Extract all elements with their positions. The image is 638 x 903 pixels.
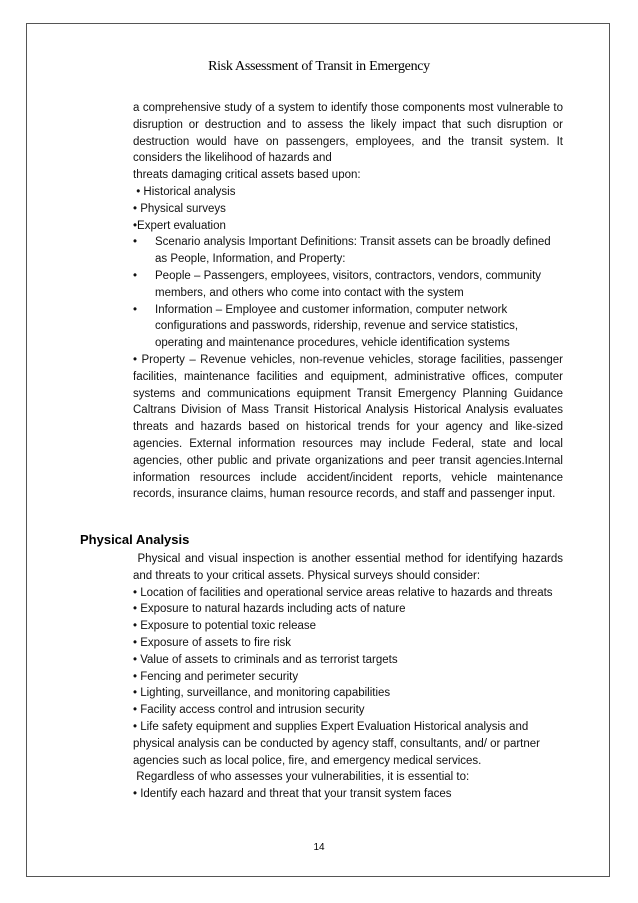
list-item: • Exposure to potential toxic release [133, 620, 317, 633]
list-item: • Facility access control and intrusion security [133, 704, 365, 717]
list-item: • Exposure to natural hazards including acts of nature [133, 603, 406, 616]
section-2-body [133, 551, 567, 803]
intro-paragraph: a comprehensive study of a system to identify those components most vulnerable to disruption or destruction and to assess the likely impact that such disruption or destruction would have on passengers, employees, and the transit system. It considers the likelihood of hazards and [133, 102, 563, 165]
definition-item [133, 302, 563, 352]
definition-text: Scenario analysis Important Definitions: Transit assets can be broadly defined as People, Information, and Property: [155, 236, 551, 266]
definition-text: Information – Employee and customer information, computer network configurations and passwords, ridership, revenue and service statistics, operating and maintenance procedures, vehicle identification systems [155, 303, 519, 350]
bullet-icon: • [133, 269, 138, 282]
list-item: • Fencing and perimeter security [133, 670, 299, 683]
list-item: • Lighting, surveillance, and monitoring capabilities [133, 687, 391, 700]
list-item: • Identify each hazard and threat that your transit system faces [133, 788, 452, 801]
list-item: • Historical analysis [133, 185, 236, 198]
physical-intro: Physical and visual inspection is another essential method for identifying hazards and threats to your critical assets. Physical surveys should consider: [133, 553, 567, 582]
bullet-icon: • [133, 236, 138, 249]
list-item: • Location of facilities and operational service areas relative to hazards and threats [133, 586, 553, 599]
definition-item [133, 268, 563, 302]
section-heading: Physical Analysis [80, 532, 190, 547]
list-item: •Expert evaluation [133, 219, 226, 232]
list-item: • Life safety equipment and supplies Expert Evaluation Historical analysis and physical analysis can be conducted by agency staff, consultants, and/ or partner agencies such as local police, fire, and emergency medical services. [133, 720, 541, 767]
definition-text: People – Passengers, employees, visitors, contractors, vendors, community members, and others who come into contact with the system [155, 269, 542, 299]
intro-paragraph-2: threats damaging critical assets based upon: [133, 169, 361, 182]
property-paragraph: • Property – Revenue vehicles, non-revenue vehicles, storage facilities, passenger facilities, maintenance facilities and equipment, administrative offices, computer systems and communications equipment Transit Emergency Planning Guidance Caltrans Division of Mass Transit Historical Analysis Historical Analysis evaluates threats and hazards based on historical trends for your agency and like-sized agencies. External information resources may include Federal, state and local agencies, other public and private organizations and peer transit agencies.Internal information resources include accident/incident reports, vehicle maintenance records, insurance claims, human resource records, and staff and passenger input. [133, 353, 563, 501]
bullet-icon: • [133, 303, 138, 316]
list-item: • Value of assets to criminals and as terrorist targets [133, 653, 398, 666]
page-number: 14 [313, 842, 325, 853]
list-item: • Exposure of assets to fire risk [133, 636, 292, 649]
definition-item [133, 234, 563, 268]
list-item: • Physical surveys [133, 202, 226, 215]
closing-line: Regardless of who assesses your vulnerabilities, it is essential to: [133, 771, 470, 784]
section-1-body [133, 100, 563, 503]
page-header: Risk Assessment of Transit in Emergency [208, 59, 430, 74]
